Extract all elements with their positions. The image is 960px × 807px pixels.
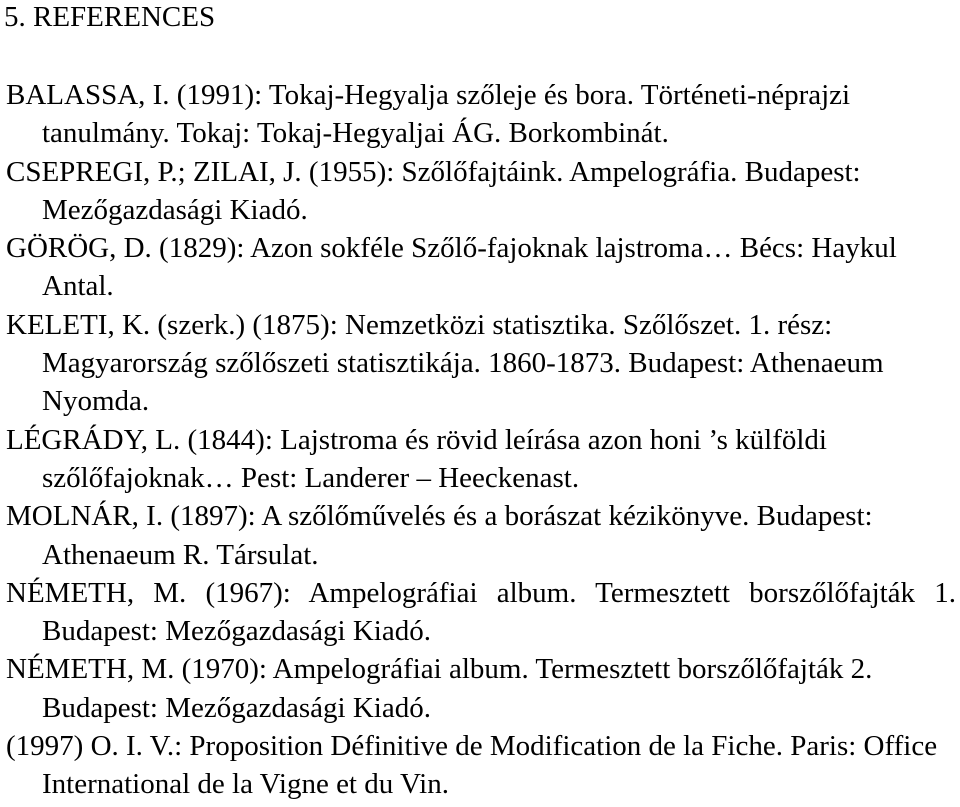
reference-list (6, 76, 956, 804)
reference-item-molnar: MOLNÁR, I. (1897): A szőlőművelés és a borászat kézikönyve. Budapest: Athenaeum R. Társulat. (6, 500, 873, 571)
reference-item-csepregi: CSEPREGI, P.; ZILAI, J. (1955): Szőlőfajtáink. Ampelográfia. Budapest: Mezőgazdasági Kiadó. (6, 155, 861, 226)
reference-item-keleti: KELETI, K. (szerk.) (1875): Nemzetközi statisztika. Szőlőszet. 1. rész: Magyarország szőlőszeti statisztikája. 1860-1873. Budapest: Athenaeum Nyomda. (6, 308, 884, 418)
reference-item-legrady: LÉGRÁDY, L. (1844): Lajstroma és rövid leírása azon honi ’s külföldi szőlőfajoknak… Pest: Landerer – Heeckenast. (6, 423, 827, 494)
section-heading: 5. REFERENCES (4, 1, 216, 33)
reference-item-gorog: GÖRÖG, D. (1829): Azon sokféle Szőlő-fajoknak lajstroma… Bécs: Haykul Antal. (6, 232, 897, 303)
reference-item-nemeth-1967: NÉMETH, M. (1967): Ampelográfiai album. Termesztett borszőlőfajták 1. Budapest: Mezőgazdasági Kiadó. (6, 576, 956, 648)
reference-item-oiv: (1997) O. I. V.: Proposition Définitive de Modification de la Fiche. Paris: Office International de la Vigne et du Vin. (6, 730, 938, 801)
reference-item-nemeth-1970: NÉMETH, M. (1970): Ampelográfiai album. Termesztett borszőlőfajták 2. Budapest: Mezőgazdasági Kiadó. (6, 653, 873, 724)
reference-item-balassa: BALASSA, I. (1991): Tokaj-Hegyalja szőleje és bora. Történeti-néprajzi tanulmány. Tokaj: Tokaj-Hegyaljai ÁG. Borkombinát. (6, 79, 851, 150)
